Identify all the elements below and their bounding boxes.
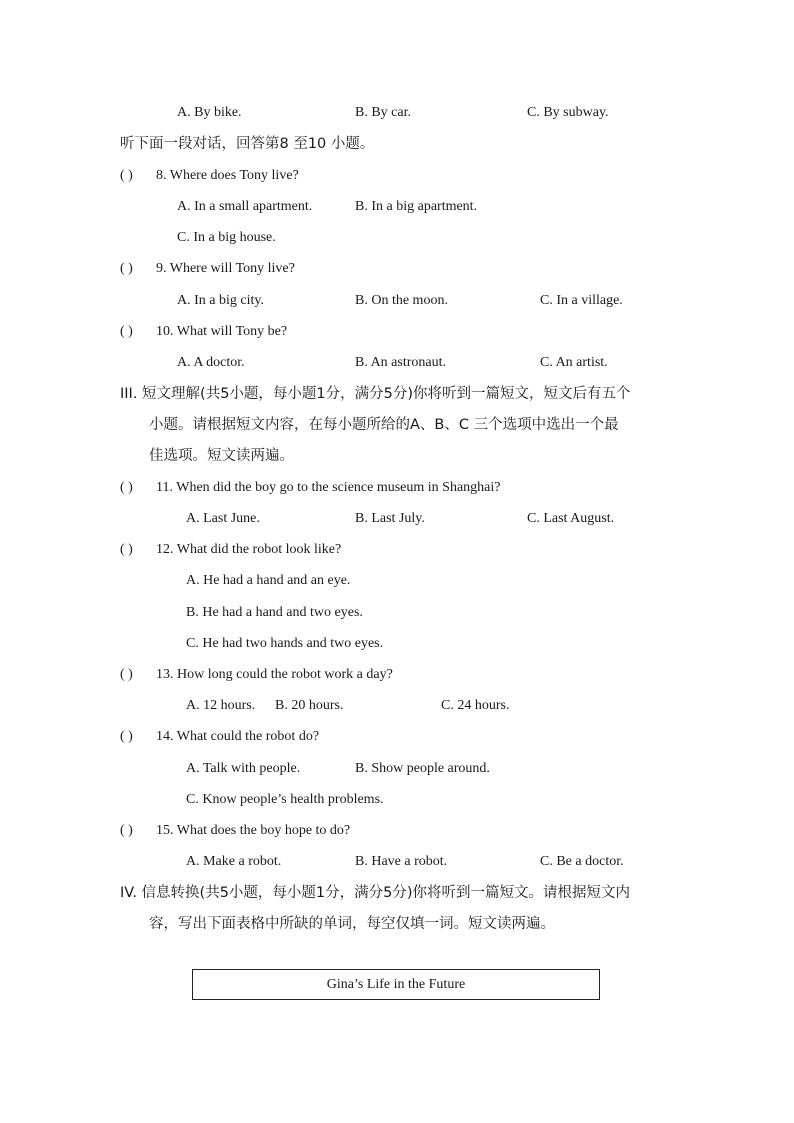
q8-option-c: C. In a big house. [177,230,276,245]
q10-option-b: B. An astronaut. [355,355,446,370]
question-stem: 13. How long could the robot work a day? [156,667,393,682]
question-14 [120,728,319,746]
dialog-instruction: 听下面一段对话，回答第8 至10 小题。 [120,136,375,152]
question-stem: 8. Where does Tony live? [156,168,299,183]
question-stem: 11. When did the boy go to the science museum in Shanghai? [156,480,501,495]
q8-option-b: B. In a big apartment. [355,199,478,214]
q14-option-b: B. Show people around. [355,761,490,776]
question-stem: 12. What did the robot look like? [156,542,342,557]
q10-option-a: A. A doctor. [177,355,245,370]
answer-blank: ( ) [120,667,133,682]
question-8 [120,167,299,185]
q14-option-a: A. Talk with people. [186,761,301,776]
q11-option-c: C. Last August. [527,511,615,526]
q11-option-b: B. Last July. [355,511,425,526]
q14-option-c: C. Know people’s health problems. [186,792,384,807]
question-9 [120,260,295,278]
table-title: Gina’s Life in the Future [326,976,466,992]
q12-option-c: C. He had two hands and two eyes. [186,636,384,651]
answer-blank: ( ) [120,261,133,276]
section-4-heading: IV. 信息转换(共5小题，每小题1分，满分5分)你将听到一篇短文。请根据短文内 [120,885,631,901]
answer-blank: ( ) [120,823,133,838]
q13-option-a: A. 12 hours. [186,698,256,713]
answer-blank: ( ) [120,729,133,744]
q9-option-c: C. In a village. [540,293,623,308]
q9-option-a: A. In a big city. [177,293,264,308]
question-stem: 15. What does the boy hope to do? [156,823,351,838]
q13-option-b: B. 20 hours. [275,698,344,713]
question-15 [120,822,350,840]
question-11 [120,479,500,497]
answer-blank: ( ) [120,168,133,183]
q15-option-b: B. Have a robot. [355,854,448,869]
question-stem: 9. Where will Tony live? [156,261,295,276]
q15-option-c: C. Be a doctor. [540,854,624,869]
question-stem: 14. What could the robot do? [156,729,320,744]
question-stem: 10. What will Tony be? [156,324,288,339]
answer-blank: ( ) [120,480,133,495]
q10-option-c: C. An artist. [540,355,608,370]
section-3-instruction: 小题。请根据短文内容，在每小题所给的A、B、C 三个选项中选出一个最 [149,417,619,433]
q7-option-a: A. By bike. [177,105,242,120]
section-3-instruction: 佳选项。短文读两遍。 [149,448,294,464]
question-13 [120,666,393,684]
q7-option-c: C. By subway. [527,105,609,120]
q9-option-b: B. On the moon. [355,293,448,308]
q13-option-c: C. 24 hours. [441,698,510,713]
q7-option-b: B. By car. [355,105,411,120]
answer-blank: ( ) [120,324,133,339]
q11-option-a: A. Last June. [186,511,260,526]
question-12 [120,541,341,559]
q15-option-a: A. Make a robot. [186,854,282,869]
section-4-instruction: 容，写出下面表格中所缺的单词，每空仅填一词。短文读两遍。 [149,916,555,932]
answer-blank: ( ) [120,542,133,557]
q8-option-a: A. In a small apartment. [177,199,313,214]
section-3-heading: III. 短文理解(共5小题，每小题1分，满分5分)你将听到一篇短文，短文后有五个 [120,386,631,402]
question-10 [120,323,287,341]
q12-option-b: B. He had a hand and two eyes. [186,605,363,620]
info-table-header [192,969,600,1000]
q12-option-a: A. He had a hand and an eye. [186,573,351,588]
